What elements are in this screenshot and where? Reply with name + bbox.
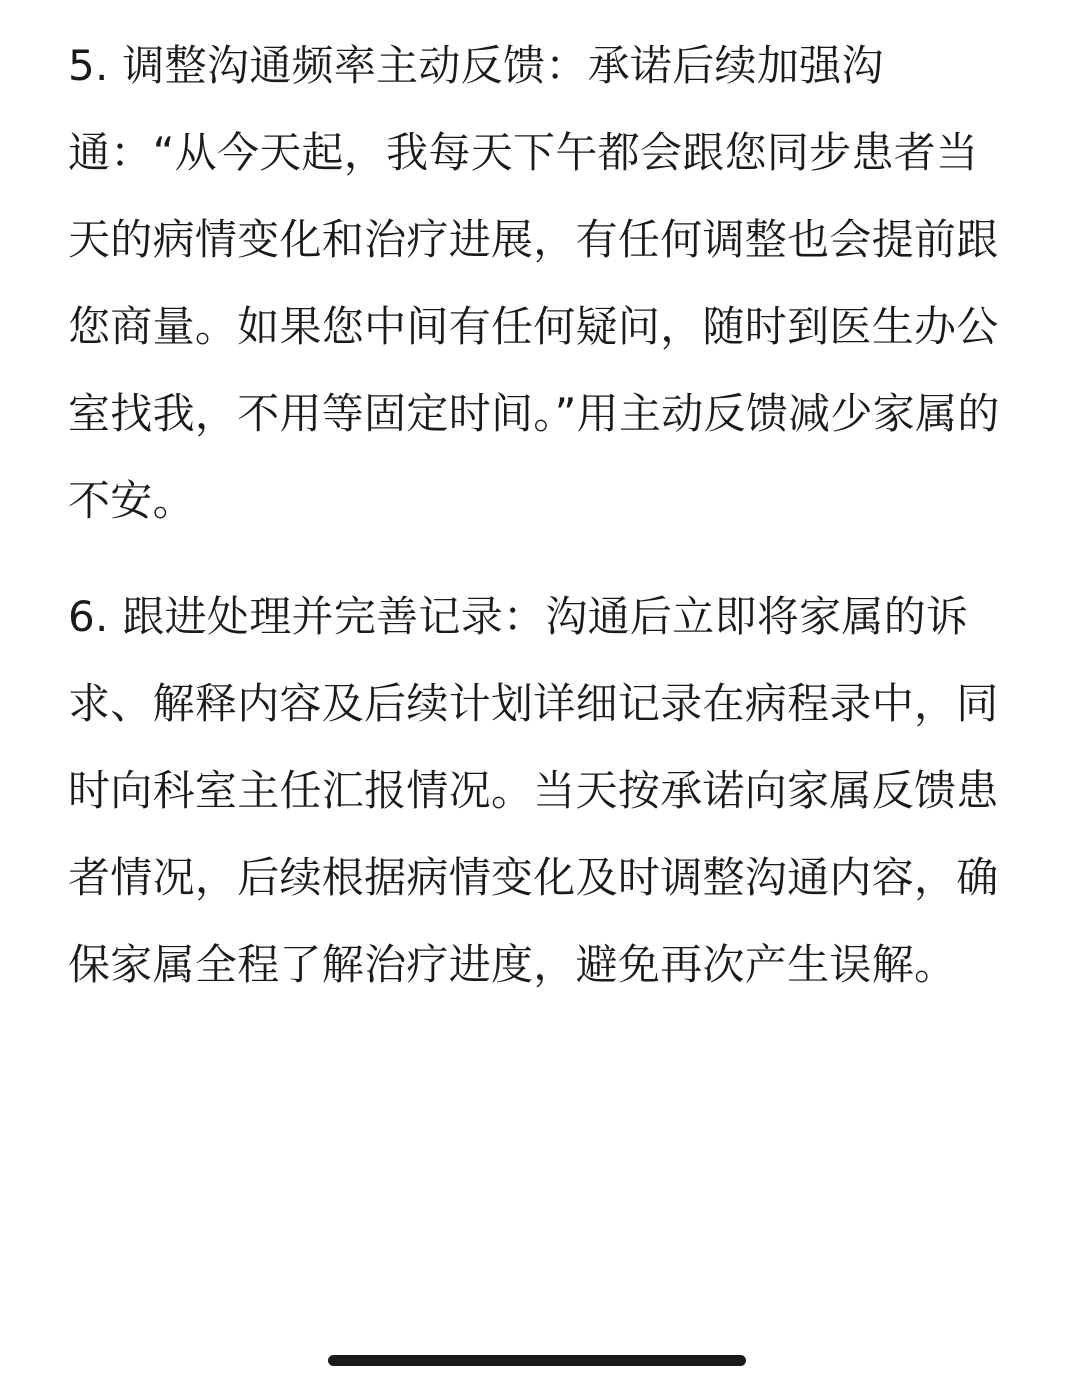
paragraph-step-5: 5. 调整沟通频率主动反馈：承诺后续加强沟通：“从今天起，我每天下午都会跟您同步患者当天的病情变化和治疗进展，有任何调整也会提前跟您商量。如果您中间有任何疑问，随时到医生办公室找我，不用等固定时间。”用主动反馈减少家属的不安。 [68,41,1000,525]
paragraph-step-6: 6. 跟进处理并完善记录：沟通后立即将家属的诉求、解释内容及后续计划详细记录在病程录中，同时向科室主任汇报情况。当天按承诺向家属反馈患者情况，后续根据病情变化及时调整沟通内容，确保家属全程了解治疗进度，避免再次产生误解。 [68,592,999,989]
home-indicator-bar[interactable] [328,1355,746,1366]
article-body [68,22,1018,1008]
